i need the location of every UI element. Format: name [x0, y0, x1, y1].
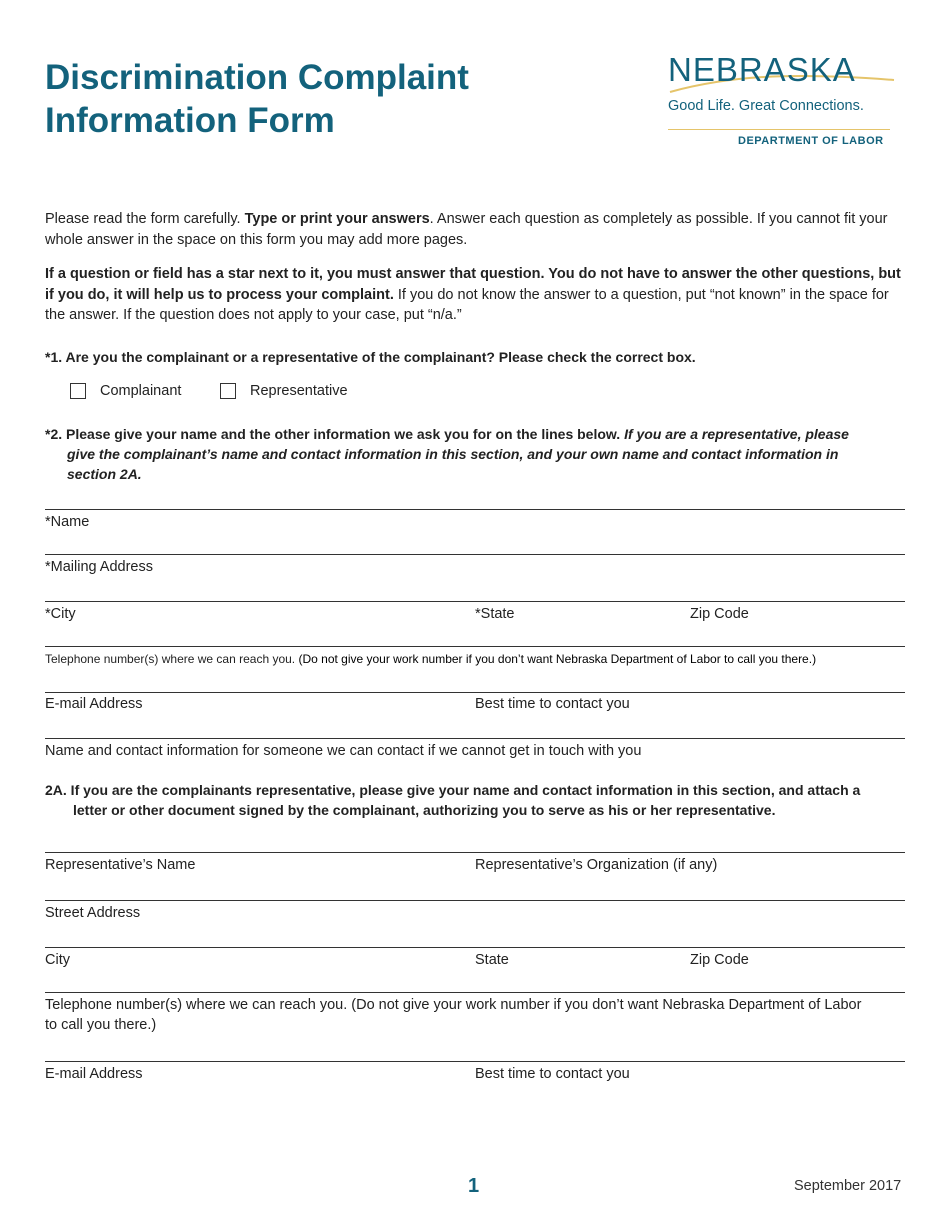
- complainant-option-label: Complainant: [100, 383, 182, 399]
- question-2-text: *2. Please give your name and the other information we ask you for on the lines below.: [45, 426, 625, 442]
- form-title: [45, 56, 469, 142]
- rep-state-field-label[interactable]: State: [475, 952, 509, 968]
- rep-email-field-label[interactable]: E-mail Address: [45, 1066, 143, 1082]
- street-address-field-label[interactable]: Street Address: [45, 905, 141, 921]
- city-field-label[interactable]: *City: [45, 606, 76, 622]
- complainant-checkbox[interactable]: [70, 383, 86, 399]
- field-line: [45, 992, 905, 993]
- intro-p1-bold: Type or print your answers: [244, 211, 430, 227]
- rep-city-field-label[interactable]: City: [45, 952, 70, 968]
- rep-zip-field-label[interactable]: Zip Code: [690, 952, 749, 968]
- representative-option-label: Representative: [250, 383, 348, 399]
- field-line: [45, 509, 905, 510]
- intro-paragraph-1: [45, 209, 907, 250]
- question-2a-line-1: 2A. If you are the complainants representative, please give your name and contact information in this section, and attach a: [45, 782, 861, 798]
- field-line: [45, 947, 905, 948]
- intro-p2-bold: If a question or field has a star next to it, you must answer that question. You do not have to answer the other questions, but if you do, it will help us to process your complaint.: [45, 266, 901, 303]
- intro-p1-text-c: . Answer each question as completely as possible. If you cannot fit your whole answer in the space on this form you may add more pages.: [45, 211, 888, 248]
- question-2-italic-3: section 2A.: [67, 466, 142, 482]
- mailing-address-field-label[interactable]: *Mailing Address: [45, 559, 153, 575]
- question-2-italic-2: give the complainant’s name and contact information in this section, and your own name and contact information in: [67, 446, 839, 462]
- representative-option[interactable]: [220, 383, 348, 399]
- field-line: [45, 738, 905, 739]
- best-time-field-label[interactable]: Best time to contact you: [475, 696, 630, 712]
- form-title-line-2: Information Form: [45, 101, 335, 140]
- state-field-label[interactable]: *State: [475, 606, 515, 622]
- alternate-contact-field-label[interactable]: Name and contact information for someone we can contact if we cannot get in touch with you: [45, 743, 642, 759]
- name-field-label[interactable]: *Name: [45, 514, 90, 530]
- logo-wordmark: NEBRASKA: [668, 51, 856, 88]
- rep-best-time-field-label[interactable]: Best time to contact you: [475, 1066, 630, 1082]
- rep-organization-field-label[interactable]: Representative’s Organization (if any): [475, 857, 718, 873]
- question-2a: [45, 780, 907, 820]
- logo-divider: [668, 129, 890, 130]
- intro-paragraph-2: [45, 264, 907, 326]
- field-line: [45, 601, 905, 602]
- rep-telephone-field-label[interactable]: Telephone number(s) where we can reach you. (Do not give your work number if you don’t want Nebraska Department of Labor to call you there.): [45, 997, 862, 1033]
- question-2a-line-2: letter or other document signed by the complainant, authorizing you to serve as his or her representative.: [73, 802, 776, 818]
- intro-p2-text: If you do not know the answer to a question, put “not known” in the space for the answer. If the question does not apply to your case, put “n/a.”: [45, 286, 889, 323]
- logo-tagline: Good Life. Great Connections.: [668, 98, 864, 114]
- form-date: September 2017: [794, 1178, 902, 1194]
- complainant-option[interactable]: [70, 383, 181, 399]
- nebraska-labor-logo: [668, 50, 898, 150]
- field-line: [45, 692, 905, 693]
- telephone-label-main: Telephone number(s) where we can reach you.: [45, 652, 296, 666]
- telephone-label-note: (Do not give your work number if you don’t want Nebraska Department of Labor to call you there.): [295, 652, 817, 666]
- rep-name-field-label[interactable]: Representative’s Name: [45, 857, 196, 873]
- logo-department: DEPARTMENT OF LABOR: [738, 135, 884, 147]
- intro-p1-text-a: Please read the form carefully.: [45, 211, 245, 227]
- email-field-label[interactable]: E-mail Address: [45, 696, 143, 712]
- telephone-field-label[interactable]: [45, 649, 816, 669]
- question-1: *1. Are you the complainant or a representative of the complainant? Please check the correct box.: [45, 349, 696, 365]
- question-2: [45, 424, 907, 484]
- field-line: [45, 900, 905, 901]
- field-line: [45, 554, 905, 555]
- zip-field-label[interactable]: Zip Code: [690, 606, 749, 622]
- form-title-line-1: Discrimination Complaint: [45, 58, 469, 97]
- page-number: 1: [468, 1175, 480, 1197]
- question-2-italic-1: If you are a representative, please: [624, 426, 849, 442]
- field-line: [45, 1061, 905, 1062]
- representative-checkbox[interactable]: [220, 383, 236, 399]
- field-line: [45, 646, 905, 647]
- field-line: [45, 852, 905, 853]
